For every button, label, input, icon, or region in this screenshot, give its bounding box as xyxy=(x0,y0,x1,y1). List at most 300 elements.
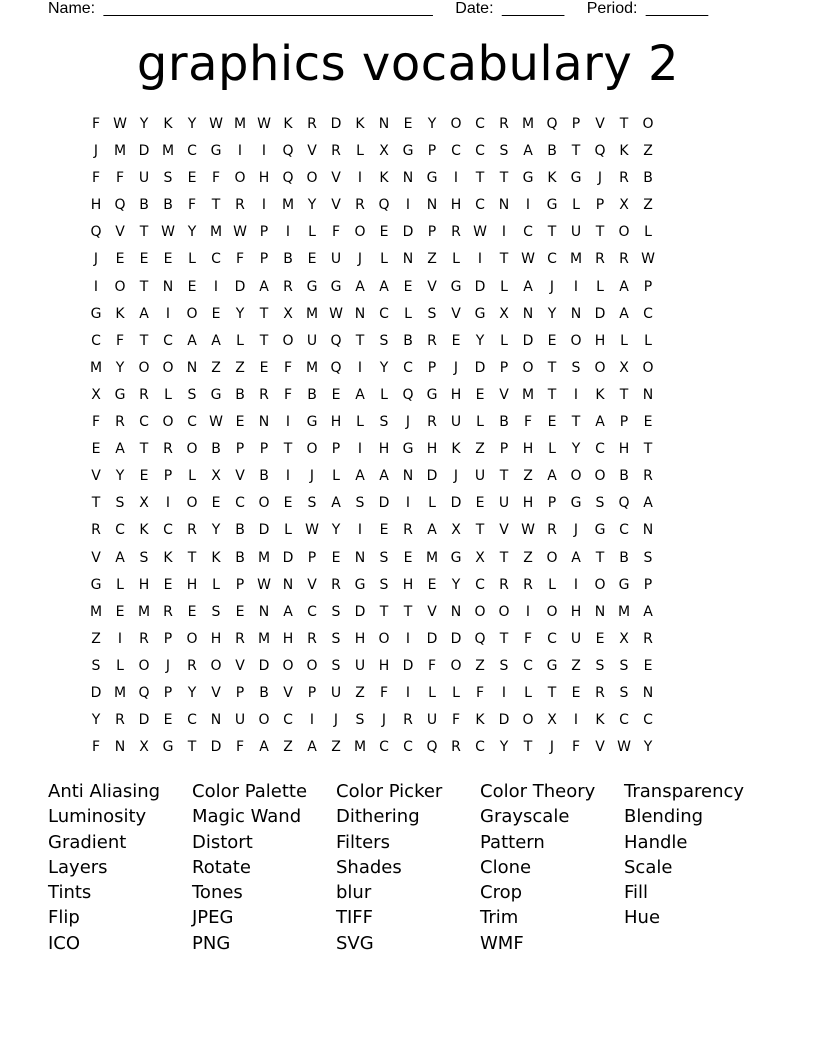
grid-letter[interactable]: Q xyxy=(330,359,342,376)
grid-letter[interactable]: B xyxy=(139,197,149,214)
grid-letter[interactable]: P xyxy=(307,549,317,566)
grid-letter[interactable]: D xyxy=(426,468,438,485)
grid-letter[interactable]: D xyxy=(522,332,534,349)
grid-letter[interactable]: R xyxy=(523,576,533,593)
grid-letter[interactable]: S xyxy=(643,549,653,566)
grid-letter[interactable]: R xyxy=(427,414,437,431)
grid-letter[interactable]: A xyxy=(283,603,293,620)
grid-letter[interactable]: J xyxy=(309,468,315,485)
grid-letter[interactable]: S xyxy=(427,305,437,322)
grid-letter[interactable]: C xyxy=(379,739,389,756)
grid-letter[interactable]: B xyxy=(283,251,293,268)
grid-letter[interactable]: K xyxy=(355,116,365,132)
grid-letter[interactable]: N xyxy=(186,359,198,376)
grid-letter[interactable]: J xyxy=(165,657,171,674)
grid-letter[interactable]: K xyxy=(595,386,605,403)
grid-letter[interactable]: V xyxy=(91,468,101,485)
grid-letter[interactable]: T xyxy=(379,603,389,620)
grid-letter[interactable]: R xyxy=(91,522,101,539)
grid-letter[interactable]: P xyxy=(427,359,437,376)
grid-letter[interactable]: F xyxy=(91,116,101,132)
grid-letter[interactable]: O xyxy=(306,170,318,187)
grid-letter[interactable]: C xyxy=(451,143,461,160)
grid-letter[interactable]: M xyxy=(521,116,535,132)
grid-letter[interactable]: K xyxy=(211,549,221,566)
grid-letter[interactable]: L xyxy=(236,332,244,349)
grid-letter[interactable]: E xyxy=(211,495,221,512)
grid-letter[interactable]: P xyxy=(427,143,437,160)
grid-letter[interactable]: C xyxy=(139,414,149,431)
grid-letter[interactable]: W xyxy=(209,116,223,132)
grid-letter[interactable]: C xyxy=(403,359,413,376)
grid-letter[interactable]: V xyxy=(235,468,245,485)
grid-letter[interactable]: D xyxy=(426,630,438,647)
grid-letter[interactable]: H xyxy=(138,576,150,593)
grid-letter[interactable]: L xyxy=(644,332,652,349)
grid-letter[interactable]: T xyxy=(571,414,581,431)
grid-letter[interactable]: F xyxy=(523,630,533,647)
grid-letter[interactable]: I xyxy=(213,278,219,295)
grid-letter[interactable]: Y xyxy=(379,359,389,376)
grid-letter[interactable]: Y xyxy=(475,332,485,349)
grid-letter[interactable]: A xyxy=(643,603,653,620)
grid-letter[interactable]: K xyxy=(619,143,629,160)
grid-letter[interactable]: L xyxy=(428,495,436,512)
grid-letter[interactable]: Y xyxy=(571,441,581,458)
grid-letter[interactable]: Y xyxy=(187,116,197,132)
grid-letter[interactable]: A xyxy=(259,739,269,756)
grid-letter[interactable]: O xyxy=(642,359,654,376)
grid-letter[interactable]: N xyxy=(354,305,366,322)
grid-letter[interactable]: C xyxy=(619,522,629,539)
grid-letter[interactable]: E xyxy=(379,522,389,539)
grid-letter[interactable]: C xyxy=(283,712,293,729)
grid-letter[interactable]: T xyxy=(571,143,581,160)
grid-letter[interactable]: Y xyxy=(187,684,197,701)
grid-letter[interactable]: F xyxy=(235,251,245,268)
grid-letter[interactable]: D xyxy=(234,278,246,295)
grid-letter[interactable]: E xyxy=(475,495,485,512)
grid-letter[interactable]: G xyxy=(210,386,222,403)
grid-letter[interactable]: O xyxy=(570,468,582,485)
grid-letter[interactable]: F xyxy=(427,657,437,674)
grid-letter[interactable]: A xyxy=(379,278,389,295)
grid-letter[interactable]: P xyxy=(235,684,245,701)
grid-letter[interactable]: X xyxy=(139,495,149,512)
grid-letter[interactable]: G xyxy=(162,739,174,756)
grid-letter[interactable]: U xyxy=(354,657,366,674)
grid-letter[interactable]: M xyxy=(89,359,103,376)
grid-letter[interactable]: T xyxy=(619,116,629,132)
grid-letter[interactable]: E xyxy=(475,386,485,403)
grid-letter[interactable]: Y xyxy=(331,522,341,539)
grid-letter[interactable]: R xyxy=(259,386,269,403)
grid-letter[interactable]: T xyxy=(403,603,413,620)
grid-letter[interactable]: A xyxy=(379,468,389,485)
grid-letter[interactable]: E xyxy=(187,603,197,620)
grid-letter[interactable]: S xyxy=(379,332,389,349)
grid-letter[interactable]: T xyxy=(547,224,557,241)
grid-letter[interactable]: M xyxy=(617,603,631,620)
grid-letter[interactable]: R xyxy=(235,630,245,647)
grid-letter[interactable]: O xyxy=(522,712,534,729)
grid-letter[interactable]: S xyxy=(331,630,341,647)
grid-letter[interactable]: T xyxy=(187,739,197,756)
grid-letter[interactable]: J xyxy=(405,414,411,431)
grid-letter[interactable]: E xyxy=(571,684,581,701)
grid-letter[interactable]: V xyxy=(307,576,317,593)
grid-letter[interactable]: O xyxy=(378,630,390,647)
grid-letter[interactable]: H xyxy=(522,441,534,458)
grid-letter[interactable]: L xyxy=(188,468,196,485)
grid-letter[interactable]: S xyxy=(355,712,365,729)
grid-letter[interactable]: N xyxy=(402,468,414,485)
grid-letter[interactable]: O xyxy=(570,332,582,349)
grid-letter[interactable]: Q xyxy=(138,684,150,701)
grid-letter[interactable]: O xyxy=(354,224,366,241)
grid-letter[interactable]: I xyxy=(261,197,267,214)
grid-letter[interactable]: W xyxy=(617,739,631,756)
grid-letter[interactable]: Z xyxy=(235,359,245,376)
grid-letter[interactable]: M xyxy=(353,739,367,756)
grid-letter[interactable]: G xyxy=(450,278,462,295)
grid-letter[interactable]: D xyxy=(90,684,102,701)
grid-letter[interactable]: N xyxy=(450,603,462,620)
grid-letter[interactable]: M xyxy=(281,197,295,214)
grid-letter[interactable]: L xyxy=(500,278,508,295)
grid-letter[interactable]: B xyxy=(235,522,245,539)
grid-letter[interactable]: O xyxy=(594,468,606,485)
grid-letter[interactable]: D xyxy=(402,657,414,674)
grid-letter[interactable]: Y xyxy=(211,522,221,539)
grid-letter[interactable]: L xyxy=(284,522,292,539)
grid-letter[interactable]: E xyxy=(403,278,413,295)
grid-letter[interactable]: A xyxy=(115,441,125,458)
grid-letter[interactable]: X xyxy=(379,143,389,160)
grid-letter[interactable]: I xyxy=(93,278,99,295)
grid-letter[interactable]: U xyxy=(306,332,318,349)
grid-letter[interactable]: E xyxy=(163,712,173,729)
grid-letter[interactable]: P xyxy=(235,441,245,458)
grid-letter[interactable]: E xyxy=(379,224,389,241)
grid-letter[interactable]: P xyxy=(163,684,173,701)
grid-letter[interactable]: L xyxy=(212,576,220,593)
grid-letter[interactable]: N xyxy=(282,576,294,593)
grid-letter[interactable]: E xyxy=(331,386,341,403)
grid-letter[interactable]: R xyxy=(139,386,149,403)
grid-letter[interactable]: D xyxy=(138,143,150,160)
grid-letter[interactable]: L xyxy=(356,143,364,160)
grid-letter[interactable]: S xyxy=(619,684,629,701)
grid-letter[interactable]: X xyxy=(451,522,461,539)
grid-letter[interactable]: I xyxy=(525,197,531,214)
grid-letter[interactable]: Y xyxy=(115,468,125,485)
grid-letter[interactable]: U xyxy=(498,495,510,512)
grid-letter[interactable]: L xyxy=(308,224,316,241)
grid-letter[interactable]: S xyxy=(379,549,389,566)
grid-letter[interactable]: Q xyxy=(618,495,630,512)
grid-letter[interactable]: G xyxy=(306,414,318,431)
grid-letter[interactable]: I xyxy=(117,630,123,647)
grid-letter[interactable]: D xyxy=(594,305,606,322)
grid-letter[interactable]: Z xyxy=(427,251,437,268)
grid-letter[interactable]: W xyxy=(473,224,487,241)
grid-letter[interactable]: O xyxy=(258,712,270,729)
grid-letter[interactable]: D xyxy=(450,495,462,512)
grid-letter[interactable]: N xyxy=(594,603,606,620)
grid-letter[interactable]: L xyxy=(476,414,484,431)
grid-letter[interactable]: B xyxy=(307,386,317,403)
grid-letter[interactable]: O xyxy=(306,657,318,674)
grid-letter[interactable]: T xyxy=(139,332,149,349)
grid-letter[interactable]: S xyxy=(331,603,341,620)
grid-letter[interactable]: R xyxy=(547,522,557,539)
grid-letter[interactable]: P xyxy=(235,576,245,593)
grid-letter[interactable]: X xyxy=(211,468,221,485)
grid-letter[interactable]: S xyxy=(91,657,101,674)
grid-letter[interactable]: M xyxy=(113,143,127,160)
grid-letter[interactable]: P xyxy=(163,630,173,647)
grid-letter[interactable]: R xyxy=(451,739,461,756)
grid-letter[interactable]: I xyxy=(573,278,579,295)
grid-letter[interactable]: K xyxy=(115,305,125,322)
grid-letter[interactable]: Z xyxy=(211,359,221,376)
grid-letter[interactable]: I xyxy=(501,224,507,241)
grid-letter[interactable]: Q xyxy=(114,197,126,214)
grid-letter[interactable]: A xyxy=(547,468,557,485)
grid-letter[interactable]: W xyxy=(305,522,319,539)
grid-letter[interactable]: F xyxy=(571,739,581,756)
grid-letter[interactable]: G xyxy=(330,278,342,295)
grid-letter[interactable]: R xyxy=(595,251,605,268)
grid-letter[interactable]: E xyxy=(547,414,557,431)
grid-letter[interactable]: E xyxy=(163,576,173,593)
grid-letter[interactable]: C xyxy=(211,251,221,268)
grid-letter[interactable]: R xyxy=(187,657,197,674)
grid-letter[interactable]: S xyxy=(211,603,221,620)
grid-letter[interactable]: Z xyxy=(523,549,533,566)
grid-letter[interactable]: X xyxy=(619,359,629,376)
grid-letter[interactable]: Q xyxy=(426,739,438,756)
grid-letter[interactable]: O xyxy=(162,359,174,376)
grid-letter[interactable]: T xyxy=(259,305,269,322)
grid-letter[interactable]: V xyxy=(235,657,245,674)
grid-letter[interactable]: C xyxy=(547,630,557,647)
grid-letter[interactable]: E xyxy=(283,495,293,512)
grid-letter[interactable]: M xyxy=(161,143,175,160)
grid-letter[interactable]: O xyxy=(234,170,246,187)
grid-letter[interactable]: W xyxy=(257,116,271,132)
grid-letter[interactable]: T xyxy=(475,170,485,187)
grid-letter[interactable]: Z xyxy=(475,441,485,458)
grid-letter[interactable]: N xyxy=(162,278,174,295)
grid-letter[interactable]: B xyxy=(619,468,629,485)
grid-letter[interactable]: Y xyxy=(235,305,245,322)
grid-letter[interactable]: A xyxy=(331,495,341,512)
grid-letter[interactable]: R xyxy=(427,332,437,349)
grid-letter[interactable]: W xyxy=(209,414,223,431)
grid-letter[interactable]: E xyxy=(163,251,173,268)
grid-letter[interactable]: G xyxy=(402,441,414,458)
grid-letter[interactable]: W xyxy=(161,224,175,241)
grid-letter[interactable]: E xyxy=(259,359,269,376)
grid-letter[interactable]: U xyxy=(330,251,342,268)
grid-letter[interactable]: G xyxy=(90,305,102,322)
grid-letter[interactable]: K xyxy=(595,712,605,729)
grid-letter[interactable]: A xyxy=(307,739,317,756)
grid-letter[interactable]: L xyxy=(404,305,412,322)
grid-letter[interactable]: R xyxy=(403,712,413,729)
grid-letter[interactable]: H xyxy=(450,386,462,403)
grid-letter[interactable]: R xyxy=(595,684,605,701)
grid-letter[interactable]: Y xyxy=(115,359,125,376)
grid-letter[interactable]: G xyxy=(450,549,462,566)
grid-letter[interactable]: A xyxy=(427,522,437,539)
grid-letter[interactable]: R xyxy=(163,603,173,620)
grid-letter[interactable]: L xyxy=(428,684,436,701)
grid-letter[interactable]: O xyxy=(642,116,654,132)
grid-letter[interactable]: Q xyxy=(378,197,390,214)
grid-letter[interactable]: I xyxy=(573,386,579,403)
grid-letter[interactable]: O xyxy=(546,603,558,620)
grid-letter[interactable]: C xyxy=(187,143,197,160)
grid-letter[interactable]: V xyxy=(331,197,341,214)
grid-letter[interactable]: Y xyxy=(643,739,653,756)
grid-letter[interactable]: F xyxy=(235,739,245,756)
grid-letter[interactable]: K xyxy=(163,549,173,566)
grid-letter[interactable]: S xyxy=(595,495,605,512)
grid-letter[interactable]: T xyxy=(499,170,509,187)
grid-letter[interactable]: G xyxy=(354,576,366,593)
grid-letter[interactable]: V xyxy=(331,170,341,187)
grid-letter[interactable]: B xyxy=(643,170,653,187)
grid-letter[interactable]: J xyxy=(573,522,579,539)
grid-letter[interactable]: D xyxy=(450,630,462,647)
grid-letter[interactable]: U xyxy=(138,170,150,187)
grid-letter[interactable]: G xyxy=(546,197,558,214)
grid-letter[interactable]: G xyxy=(570,170,582,187)
grid-letter[interactable]: W xyxy=(641,251,655,268)
grid-letter[interactable]: O xyxy=(546,549,558,566)
grid-letter[interactable]: G xyxy=(546,657,558,674)
grid-letter[interactable]: P xyxy=(499,441,509,458)
grid-letter[interactable]: G xyxy=(570,495,582,512)
grid-letter[interactable]: G xyxy=(594,522,606,539)
grid-letter[interactable]: R xyxy=(235,197,245,214)
grid-letter[interactable]: I xyxy=(501,684,507,701)
grid-letter[interactable]: E xyxy=(307,251,317,268)
grid-letter[interactable]: Y xyxy=(547,305,557,322)
grid-letter[interactable]: T xyxy=(619,386,629,403)
grid-letter[interactable]: L xyxy=(188,251,196,268)
grid-letter[interactable]: N xyxy=(642,386,654,403)
grid-letter[interactable]: I xyxy=(357,522,363,539)
grid-letter[interactable]: Y xyxy=(139,116,149,132)
grid-letter[interactable]: O xyxy=(186,305,198,322)
grid-letter[interactable]: B xyxy=(259,468,269,485)
grid-letter[interactable]: O xyxy=(498,603,510,620)
grid-letter[interactable]: T xyxy=(139,278,149,295)
grid-letter[interactable]: H xyxy=(258,170,270,187)
grid-letter[interactable]: Z xyxy=(643,143,653,160)
grid-letter[interactable]: D xyxy=(210,739,222,756)
grid-letter[interactable]: N xyxy=(210,712,222,729)
grid-letter[interactable]: L xyxy=(452,251,460,268)
grid-letter[interactable]: N xyxy=(258,414,270,431)
grid-letter[interactable]: H xyxy=(426,441,438,458)
grid-letter[interactable]: R xyxy=(307,630,317,647)
grid-letter[interactable]: N xyxy=(522,305,534,322)
grid-letter[interactable]: L xyxy=(500,332,508,349)
grid-letter[interactable]: G xyxy=(90,576,102,593)
grid-letter[interactable]: R xyxy=(163,441,173,458)
grid-letter[interactable]: O xyxy=(522,359,534,376)
grid-letter[interactable]: A xyxy=(523,143,533,160)
grid-letter[interactable]: N xyxy=(354,549,366,566)
grid-letter[interactable]: M xyxy=(89,603,103,620)
grid-letter[interactable]: H xyxy=(90,197,102,214)
grid-letter[interactable]: K xyxy=(451,441,461,458)
grid-letter[interactable]: F xyxy=(331,224,341,241)
grid-letter[interactable]: N xyxy=(642,522,654,539)
grid-letter[interactable]: D xyxy=(282,549,294,566)
grid-letter[interactable]: W xyxy=(233,224,247,241)
grid-letter[interactable]: L xyxy=(572,197,580,214)
grid-letter[interactable]: A xyxy=(355,386,365,403)
grid-letter[interactable]: T xyxy=(187,549,197,566)
grid-letter[interactable]: X xyxy=(283,305,293,322)
grid-letter[interactable]: B xyxy=(163,197,173,214)
grid-letter[interactable]: T xyxy=(499,630,509,647)
grid-letter[interactable]: E xyxy=(331,549,341,566)
grid-letter[interactable]: I xyxy=(357,170,363,187)
grid-letter[interactable]: H xyxy=(522,495,534,512)
grid-letter[interactable]: I xyxy=(357,359,363,376)
grid-letter[interactable]: R xyxy=(451,224,461,241)
grid-letter[interactable]: Y xyxy=(187,224,197,241)
grid-letter[interactable]: T xyxy=(547,386,557,403)
grid-letter[interactable]: C xyxy=(187,712,197,729)
grid-letter[interactable]: T xyxy=(139,441,149,458)
grid-letter[interactable]: P xyxy=(595,197,605,214)
grid-letter[interactable]: B xyxy=(499,414,509,431)
grid-letter[interactable]: I xyxy=(357,441,363,458)
grid-letter[interactable]: I xyxy=(405,630,411,647)
grid-letter[interactable]: S xyxy=(595,657,605,674)
grid-letter[interactable]: F xyxy=(115,170,125,187)
grid-letter[interactable]: E xyxy=(235,603,245,620)
grid-letter[interactable]: R xyxy=(331,576,341,593)
grid-letter[interactable]: F xyxy=(283,359,293,376)
grid-letter[interactable]: I xyxy=(285,224,291,241)
grid-letter[interactable]: L xyxy=(332,468,340,485)
grid-letter[interactable]: U xyxy=(330,684,342,701)
grid-letter[interactable]: V xyxy=(427,278,437,295)
grid-letter[interactable]: I xyxy=(477,251,483,268)
grid-letter[interactable]: X xyxy=(619,630,629,647)
grid-letter[interactable]: L xyxy=(620,332,628,349)
grid-letter[interactable]: F xyxy=(211,170,221,187)
grid-letter[interactable]: M xyxy=(233,116,247,132)
grid-letter[interactable]: J xyxy=(597,170,603,187)
grid-letter[interactable]: N xyxy=(402,170,414,187)
grid-letter[interactable]: D xyxy=(498,712,510,729)
grid-letter[interactable]: G xyxy=(426,170,438,187)
grid-letter[interactable]: T xyxy=(547,359,557,376)
grid-letter[interactable]: Z xyxy=(475,657,485,674)
grid-letter[interactable]: O xyxy=(186,441,198,458)
grid-letter[interactable]: E xyxy=(187,278,197,295)
